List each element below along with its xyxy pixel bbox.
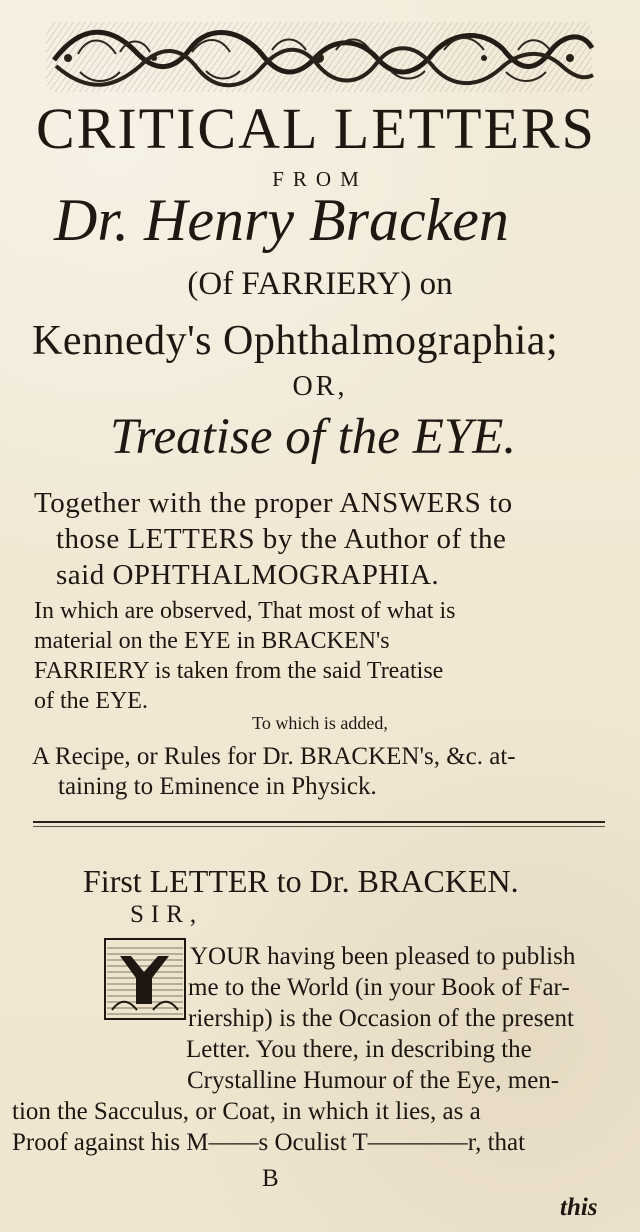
answers-line-2: those LETTERS by the Author of the — [56, 523, 507, 555]
letter-body-line-5: Crystalline Humour of the Eye, men- — [187, 1067, 560, 1094]
decorated-initial-y-icon — [104, 938, 186, 1020]
author-name: Dr. Henry Bracken — [54, 187, 509, 253]
letter-heading: First LETTER to Dr. BRACKEN. — [83, 863, 519, 899]
critical-letters-title: CRITICAL LETTERS — [36, 96, 596, 161]
catchword: this — [560, 1194, 598, 1221]
letter-body-line-7: Proof against his M——s Oculist T————r, that — [12, 1129, 526, 1156]
observed-line-1: In which are observed, That most of what is — [34, 598, 456, 624]
subtitle-line: (Of FARRIERY) on — [187, 266, 453, 302]
signature-mark: B — [262, 1165, 279, 1192]
answers-line-3: said OPHTHALMOGRAPHIA. — [56, 559, 440, 591]
observed-paragraph — [34, 598, 616, 714]
salutation: SIR, — [130, 901, 204, 928]
observed-line-2: material on the EYE in BRACKEN's — [34, 628, 390, 654]
recipe-line-2: taining to Eminence in Physick. — [58, 773, 377, 800]
or-label: OR, — [292, 371, 348, 402]
recipe-line-1: A Recipe, or Rules for Dr. BRACKEN's, &c. at- — [32, 743, 516, 770]
letter-body-line-6: tion the Sacculus, or Coat, in which it lies, as a — [12, 1098, 481, 1125]
letter-body-line-2: me to the World (in your Book of Far- — [188, 974, 570, 1001]
letter-body-line-3: riership) is the Occasion of the present — [188, 1005, 574, 1032]
floral-ornament-icon — [36, 14, 602, 100]
observed-line-3: FARRIERY is taken from the said Treatise — [34, 658, 444, 684]
answers-line-1: Together with the proper ANSWERS to — [34, 487, 513, 519]
letter-body-line-4: Letter. You there, in describing the — [186, 1036, 532, 1063]
letter-body-line-1: YOUR having been pleased to publish — [190, 943, 576, 970]
work-title: Kennedy's Ophthalmographia; — [32, 318, 559, 364]
observed-line-4: of the EYE. — [34, 688, 148, 714]
from-label: FROM — [272, 167, 368, 191]
section-divider — [33, 821, 605, 827]
answers-paragraph — [34, 487, 616, 591]
treatise-title: Treatise of the EYE. — [110, 409, 517, 465]
author-line — [54, 187, 509, 253]
added-line: To which is added, — [252, 713, 388, 733]
